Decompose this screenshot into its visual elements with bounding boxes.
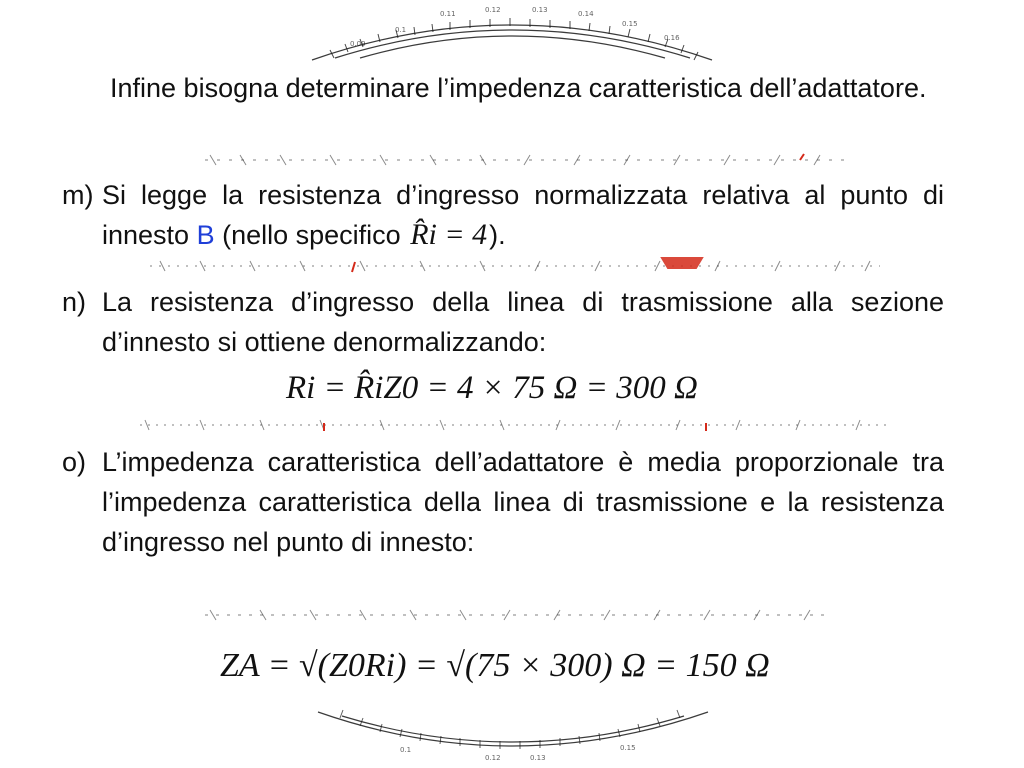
svg-text:0.15: 0.15 [620, 744, 636, 752]
inline-formula: R̂i = 4 [410, 218, 488, 251]
svg-text:0.1: 0.1 [395, 26, 407, 34]
svg-text:0.14: 0.14 [578, 10, 594, 18]
equation-ri: Ri = R̂iZ0 = 4 × 75 Ω = 300 Ω [286, 370, 698, 406]
svg-text:0.15: 0.15 [622, 20, 638, 28]
item-marker: m) [62, 180, 94, 210]
list-item-m [62, 175, 944, 255]
item-text-part: Si legge la resistenza d’ingresso normalizzata relativa al punto di innesto [102, 180, 944, 250]
item-text: La resistenza d’ingresso della linea di trasmissione alla sezione d’innesto si ottiene denormalizzando: [102, 287, 944, 357]
svg-text:0.12: 0.12 [485, 6, 501, 14]
list-item-o [62, 442, 944, 562]
svg-text:0.13: 0.13 [530, 754, 546, 762]
item-text: L’impedenza caratteristica dell’adattatore è media proporzionale tra l’impedenza caratteristica della linea di trasmissione e la resistenza d’ingresso nel punto di innesto: [102, 447, 944, 557]
item-marker: n) [62, 287, 87, 317]
svg-text:0.09: 0.09 [350, 40, 366, 48]
svg-text:0.11: 0.11 [440, 10, 456, 18]
list-item-n [62, 282, 944, 362]
intro-paragraph: Infine bisogna determinare l’impedenza caratteristica dell’adattatore. [110, 73, 927, 103]
item-text-part: ). [489, 220, 506, 250]
item-text [102, 175, 944, 255]
item-text-part: (nello specifico [214, 220, 409, 250]
svg-text:0.13: 0.13 [532, 6, 548, 14]
point-label-b: B [196, 220, 215, 250]
equation-za: ZA = √(Z0Ri) = √(75 × 300) Ω = 150 Ω [220, 647, 770, 684]
svg-text:0.12: 0.12 [485, 754, 501, 762]
item-marker: o) [62, 447, 87, 477]
svg-text:0.16: 0.16 [664, 34, 680, 42]
svg-text:0.1: 0.1 [400, 746, 412, 754]
